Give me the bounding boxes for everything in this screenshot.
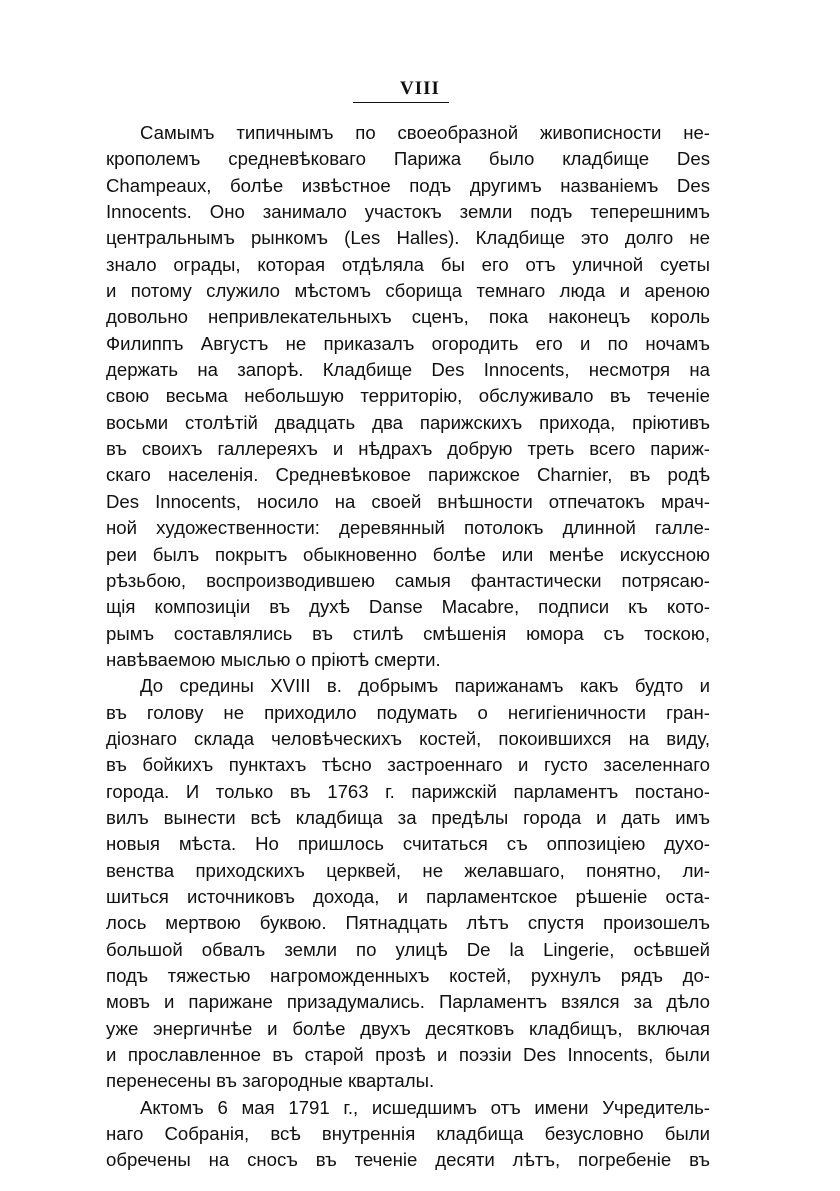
text-line: Самымъ типичнымъ по своеобразной живописности не-: [140, 122, 710, 143]
text-line: Филиппъ Августъ не приказалъ огородить его и по ночамъ: [106, 332, 710, 354]
text-line: восьми столѣтій двадцать два парижскихъ прихода, пріютивъ: [106, 411, 710, 433]
text-line: знало ограды, которая отдѣляла бы его отъ уличной суеты: [106, 253, 710, 275]
text-line: Актомъ 6 мая 1791 г., исшедшимъ отъ имени Учредитель-: [140, 1096, 710, 1118]
text-line: свою весьма небольшую территорію, обслуживало въ теченіе: [106, 385, 710, 407]
text-line: До средины XVIII в. добрымъ парижанамъ какъ будто и: [140, 675, 710, 697]
text-line: подъ тяжестью нагроможденныхъ костей, рухнулъ рядъ до-: [106, 965, 710, 986]
text-line: Champeaux, болѣе извѣстное подъ другимъ названіемъ Des: [106, 174, 710, 196]
text-line: новыя мѣста. Но пришлось считаться съ оппозиціею духо-: [106, 833, 710, 855]
header-rule: [353, 102, 449, 103]
text-line: лось мертвою буквою. Пятнадцать лѣтъ спустя произошелъ: [106, 912, 710, 934]
text-line: ной художественности: деревянный потолокъ длинной галле-: [106, 517, 710, 539]
text-line: обречены на сносъ въ теченіе десяти лѣтъ, погребеніе въ: [106, 1149, 710, 1171]
text-line: держать на запорѣ. Кладбище Des Innocents, несмотря на: [106, 359, 710, 381]
text-line: и прославленное въ старой прозѣ и поэзіи Des Innocents, были: [106, 1044, 710, 1066]
text-line: Innocents. Оно занимало участокъ земли подъ теперешнимъ: [106, 201, 710, 223]
text-line: перенесены въ загородные кварталы.: [106, 1070, 435, 1092]
text-line: навѣваемою мыслью о пріютѣ смерти.: [106, 648, 441, 670]
text-line: города. И только въ 1763 г. парижскій парламентъ постано-: [106, 780, 710, 802]
text-line: діознаго склада человѣческихъ костей, покоившихся на виду,: [106, 727, 710, 749]
text-line: скаго населенія. Средневѣковое парижское Charnier, въ родѣ: [106, 464, 710, 486]
text-line: центральнымъ рынкомъ (Les Halles). Кладбище это долго не: [106, 227, 710, 249]
text-line: наго Собранія, всѣ внутреннія кладбища безусловно были: [106, 1123, 710, 1145]
text-line: реи былъ покрытъ обыкновенно болѣе или менѣе искуссною: [106, 543, 710, 565]
text-line: въ бойкихъ пунктахъ тѣсно застроеннаго и густо заселеннаго: [106, 754, 710, 776]
text-line: щія композиціи въ духѣ Danse Macabre, подписи къ кото-: [106, 596, 710, 618]
text-line: въ своихъ галлереяхъ и нѣдрахъ добрую треть всего париж-: [106, 438, 710, 460]
text-line: вилъ вынести всѣ кладбища за предѣлы города и дать имъ: [106, 806, 710, 828]
body-text: [106, 120, 710, 1174]
text-line: Des Innocents, носило на своей внѣшности отпечатокъ мрач-: [106, 490, 710, 512]
text-line: венства приходскихъ церквей, не желавшаго, понятно, ли-: [106, 859, 710, 881]
page-number: VIII: [400, 78, 440, 99]
text-line: и потому служило мѣстомъ сборища темнаго люда и ареною: [106, 280, 710, 302]
text-line: большой обвалъ земли по улицѣ De la Lingerie, осѣвшей: [106, 938, 710, 960]
text-line: крополемъ средневѣковаго Парижа было кладбище Des: [106, 148, 710, 170]
text-line: мовъ и парижане призадумались. Парламентъ взялся за дѣло: [106, 991, 710, 1013]
text-line: довольно непривлекательныхъ сценъ, пока наконецъ король: [106, 306, 710, 328]
text-line: рѣзьбою, воспроизводившею самыя фантастически потрясаю-: [106, 569, 710, 591]
text-line: шиться источниковъ дохода, и парламентское рѣшеніе оста-: [106, 885, 710, 907]
text-line: въ голову не приходило подумать о негигіеничности гран-: [106, 701, 710, 723]
text-line: рымъ составлялись въ стилѣ смѣшенія юмора съ тоскою,: [106, 622, 710, 644]
text-line: уже энергичнѣе и болѣе двухъ десятковъ кладбищъ, включая: [106, 1017, 710, 1039]
